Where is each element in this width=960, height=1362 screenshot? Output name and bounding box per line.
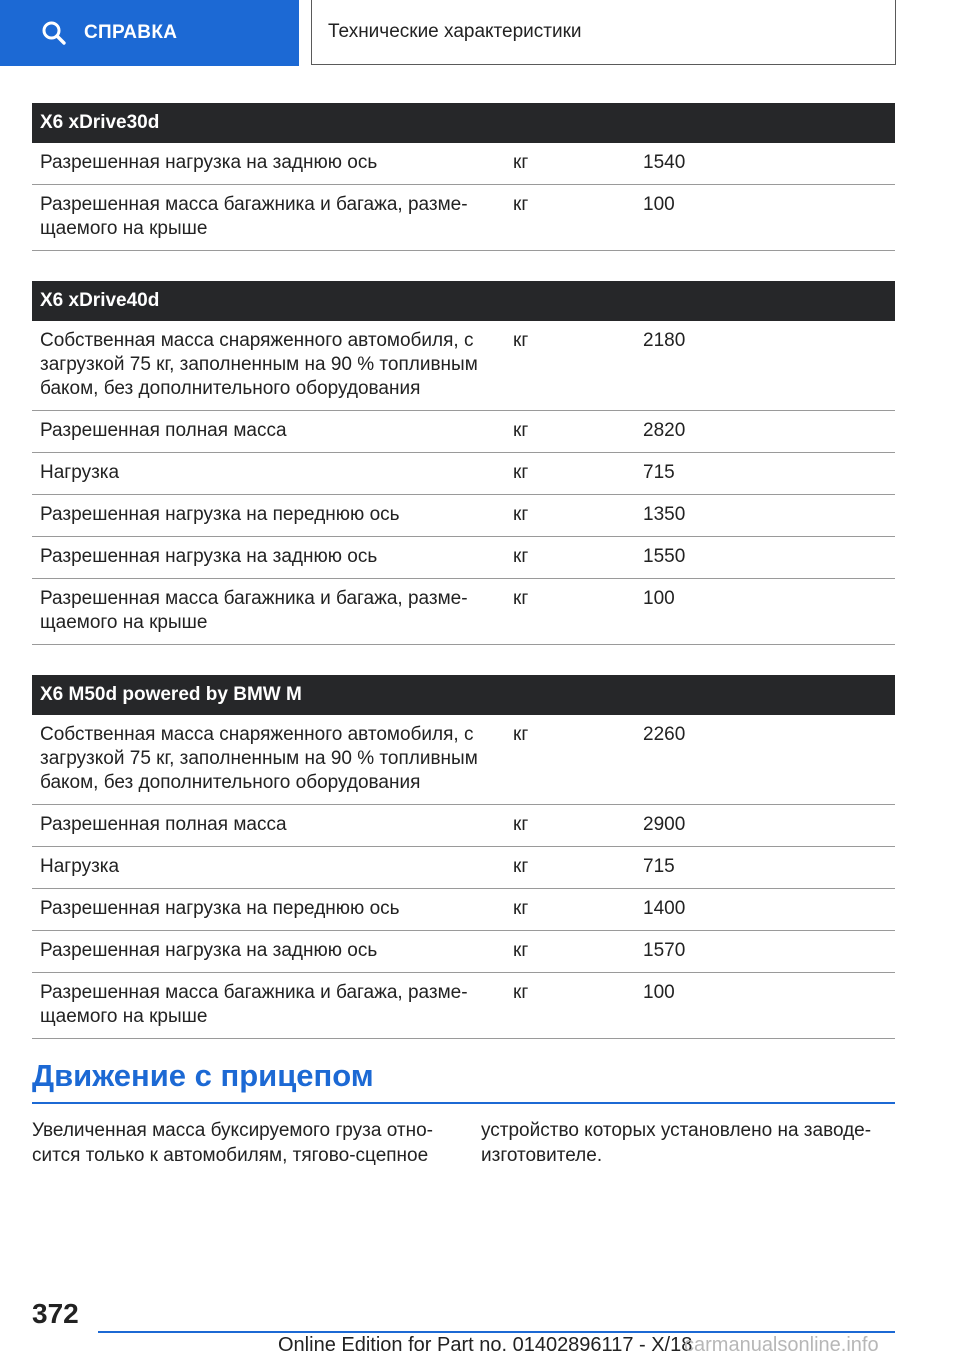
table-row — [32, 537, 895, 579]
row-value: 2260 — [643, 724, 686, 745]
row-description: Собственная масса снаряженного автомобиля, с загрузкой 75 кг, заполненным на 90 % топливным баком, без дополнительного оборудования — [40, 330, 478, 399]
row-description: Собственная масса снаряженного автомобиля, с загрузкой 75 кг, заполненным на 90 % топливным баком, без дополнительного оборудования — [40, 724, 478, 793]
row-unit: кг — [513, 330, 529, 351]
row-description: Разрешенная масса багажника и багажа, разме‐щаемого на крыше — [40, 588, 468, 633]
row-description: Нагрузка — [40, 856, 120, 877]
table-row — [32, 579, 895, 645]
block-title: X6 xDrive30d — [32, 103, 895, 143]
row-description: Нагрузка — [40, 462, 120, 483]
row-value: 2180 — [643, 330, 686, 351]
spec-block-x6-xdrive40d — [32, 281, 895, 645]
row-description: Разрешенная полная масса — [40, 814, 287, 835]
row-description: Разрешенная нагрузка на заднюю ось — [40, 152, 378, 173]
row-value: 1350 — [643, 504, 686, 525]
table-row — [32, 143, 895, 185]
block-title: X6 M50d powered by BMW M — [32, 675, 895, 715]
row-unit: кг — [513, 420, 529, 441]
row-description: Разрешенная масса багажника и багажа, разме‐щаемого на крыше — [40, 194, 468, 239]
towing-body — [32, 1118, 895, 1168]
section-title: Технические характеристики — [328, 21, 582, 42]
row-value: 715 — [643, 856, 675, 877]
help-tab[interactable] — [0, 0, 299, 66]
table-row — [32, 715, 895, 805]
table-row — [32, 847, 895, 889]
help-label: СПРАВКА — [84, 22, 178, 43]
row-unit: кг — [513, 462, 529, 483]
row-description: Разрешенная нагрузка на переднюю ось — [40, 898, 400, 919]
watermark: carmanualsonline.info — [684, 1334, 879, 1356]
table-row — [32, 973, 895, 1039]
row-unit: кг — [513, 724, 529, 745]
table-row — [32, 321, 895, 411]
row-unit: кг — [513, 546, 529, 567]
row-value: 100 — [643, 982, 675, 1003]
row-description: Разрешенная полная масса — [40, 420, 287, 441]
row-unit: кг — [513, 982, 529, 1003]
top-navigation — [0, 0, 960, 66]
row-value: 100 — [643, 194, 675, 215]
table-row — [32, 411, 895, 453]
table-row — [32, 453, 895, 495]
edition-info: Online Edition for Part no. 01402896117 - X/18 — [278, 1334, 693, 1356]
footer-divider — [98, 1331, 895, 1333]
row-unit: кг — [513, 856, 529, 877]
table-row — [32, 185, 895, 251]
table-row — [32, 889, 895, 931]
row-unit: кг — [513, 898, 529, 919]
towing-text-column-1: Увеличенная масса буксируемого груза отно‐сится только к автомобилям, тягово-сцепное — [32, 1120, 433, 1166]
row-value: 2820 — [643, 420, 686, 441]
search-icon — [40, 19, 68, 47]
row-unit: кг — [513, 194, 529, 215]
row-value: 1400 — [643, 898, 686, 919]
row-value: 715 — [643, 462, 675, 483]
block-title: X6 xDrive40d — [32, 281, 895, 321]
section-heading-towing: Движение с прицепом — [32, 1058, 895, 1104]
section-tab[interactable] — [311, 0, 896, 65]
row-value: 100 — [643, 588, 675, 609]
towing-text-column-2: устройство которых установлено на заводе-изготовителе. — [481, 1120, 872, 1166]
row-value: 1540 — [643, 152, 686, 173]
table-row — [32, 805, 895, 847]
row-description: Разрешенная нагрузка на заднюю ось — [40, 546, 378, 567]
row-unit: кг — [513, 588, 529, 609]
table-row — [32, 495, 895, 537]
page-number: 372 — [32, 1298, 79, 1329]
row-value: 2900 — [643, 814, 686, 835]
row-unit: кг — [513, 814, 529, 835]
row-unit: кг — [513, 152, 529, 173]
row-value: 1550 — [643, 546, 686, 567]
spec-block-x6-m50d — [32, 675, 895, 1039]
row-description: Разрешенная нагрузка на заднюю ось — [40, 940, 378, 961]
spec-block-x6-xdrive30d — [32, 103, 895, 251]
row-description: Разрешенная нагрузка на переднюю ось — [40, 504, 400, 525]
spec-tables — [32, 103, 895, 1069]
row-value: 1570 — [643, 940, 686, 961]
row-unit: кг — [513, 504, 529, 525]
row-unit: кг — [513, 940, 529, 961]
table-row — [32, 931, 895, 973]
row-description: Разрешенная масса багажника и багажа, разме‐щаемого на крыше — [40, 982, 468, 1027]
